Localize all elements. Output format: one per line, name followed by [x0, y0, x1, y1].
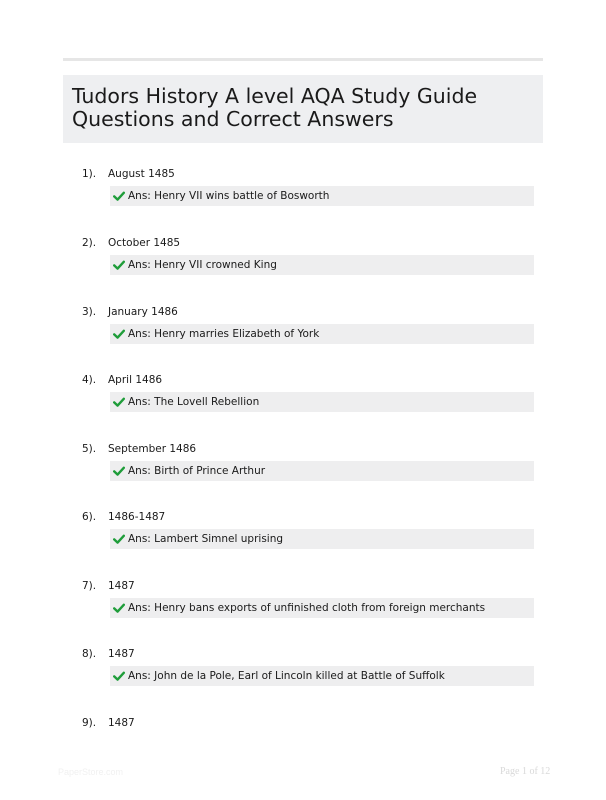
qa-item-5 — [0, 442, 606, 502]
answer-box — [110, 666, 534, 686]
document-title-line-2: Questions and Correct Answers — [72, 107, 394, 131]
answer-box — [110, 186, 534, 206]
answer-box — [110, 324, 534, 344]
answer-text: Ans: Henry marries Elizabeth of York — [128, 328, 320, 340]
qa-item-2 — [0, 236, 606, 296]
qa-item-3 — [0, 305, 606, 365]
question-text: January 1486 — [108, 306, 178, 318]
answer-text: Ans: Henry VII crowned King — [128, 259, 277, 271]
answer-box — [110, 529, 534, 549]
answer-text: Ans: Birth of Prince Arthur — [128, 465, 266, 477]
question-number: 1). — [82, 168, 97, 180]
check-icon — [113, 533, 125, 545]
document-title-line-1: Tudors History A level AQA Study Guide — [72, 84, 478, 108]
qa-item-7 — [0, 579, 606, 639]
check-icon — [113, 259, 125, 271]
question-number: 8). — [82, 648, 97, 660]
question-number: 4). — [82, 374, 97, 386]
check-icon — [113, 670, 125, 682]
check-icon — [113, 602, 125, 614]
question-text: 1487 — [108, 717, 135, 729]
document-title-box — [63, 75, 543, 143]
qa-item-6 — [0, 510, 606, 570]
question-number: 5). — [82, 443, 97, 455]
answer-text: Ans: The Lovell Rebellion — [128, 396, 260, 408]
question-text: August 1485 — [108, 168, 175, 180]
footer-watermark: PaperStore.com — [58, 767, 124, 777]
question-text: 1486-1487 — [108, 511, 166, 523]
question-text: April 1486 — [108, 374, 163, 386]
qa-item-1 — [0, 167, 606, 227]
check-icon — [113, 465, 125, 477]
question-number: 7). — [82, 580, 97, 592]
check-icon — [113, 328, 125, 340]
question-text: 1487 — [108, 648, 135, 660]
answer-text: Ans: Henry VII wins battle of Bosworth — [128, 190, 330, 202]
answer-box — [110, 392, 534, 412]
answer-box — [110, 598, 534, 618]
answer-box — [110, 461, 534, 481]
answer-text: Ans: Lambert Simnel uprising — [128, 533, 284, 545]
question-number: 6). — [82, 511, 97, 523]
question-text: October 1485 — [108, 237, 181, 249]
top-divider — [63, 58, 543, 61]
question-text: 1487 — [108, 580, 135, 592]
check-icon — [113, 396, 125, 408]
question-number: 2). — [82, 237, 97, 249]
qa-item-4 — [0, 373, 606, 433]
answer-text: Ans: Henry bans exports of unfinished cloth from foreign merchants — [128, 602, 486, 614]
qa-item-8 — [0, 647, 606, 707]
answer-text: Ans: John de la Pole, Earl of Lincoln killed at Battle of Suffolk — [128, 670, 445, 682]
question-number: 3). — [82, 306, 97, 318]
check-icon — [113, 190, 125, 202]
answer-box — [110, 255, 534, 275]
page-number: Page 1 of 12 — [500, 766, 551, 777]
question-number: 9). — [82, 717, 97, 729]
question-text: September 1486 — [108, 443, 197, 455]
